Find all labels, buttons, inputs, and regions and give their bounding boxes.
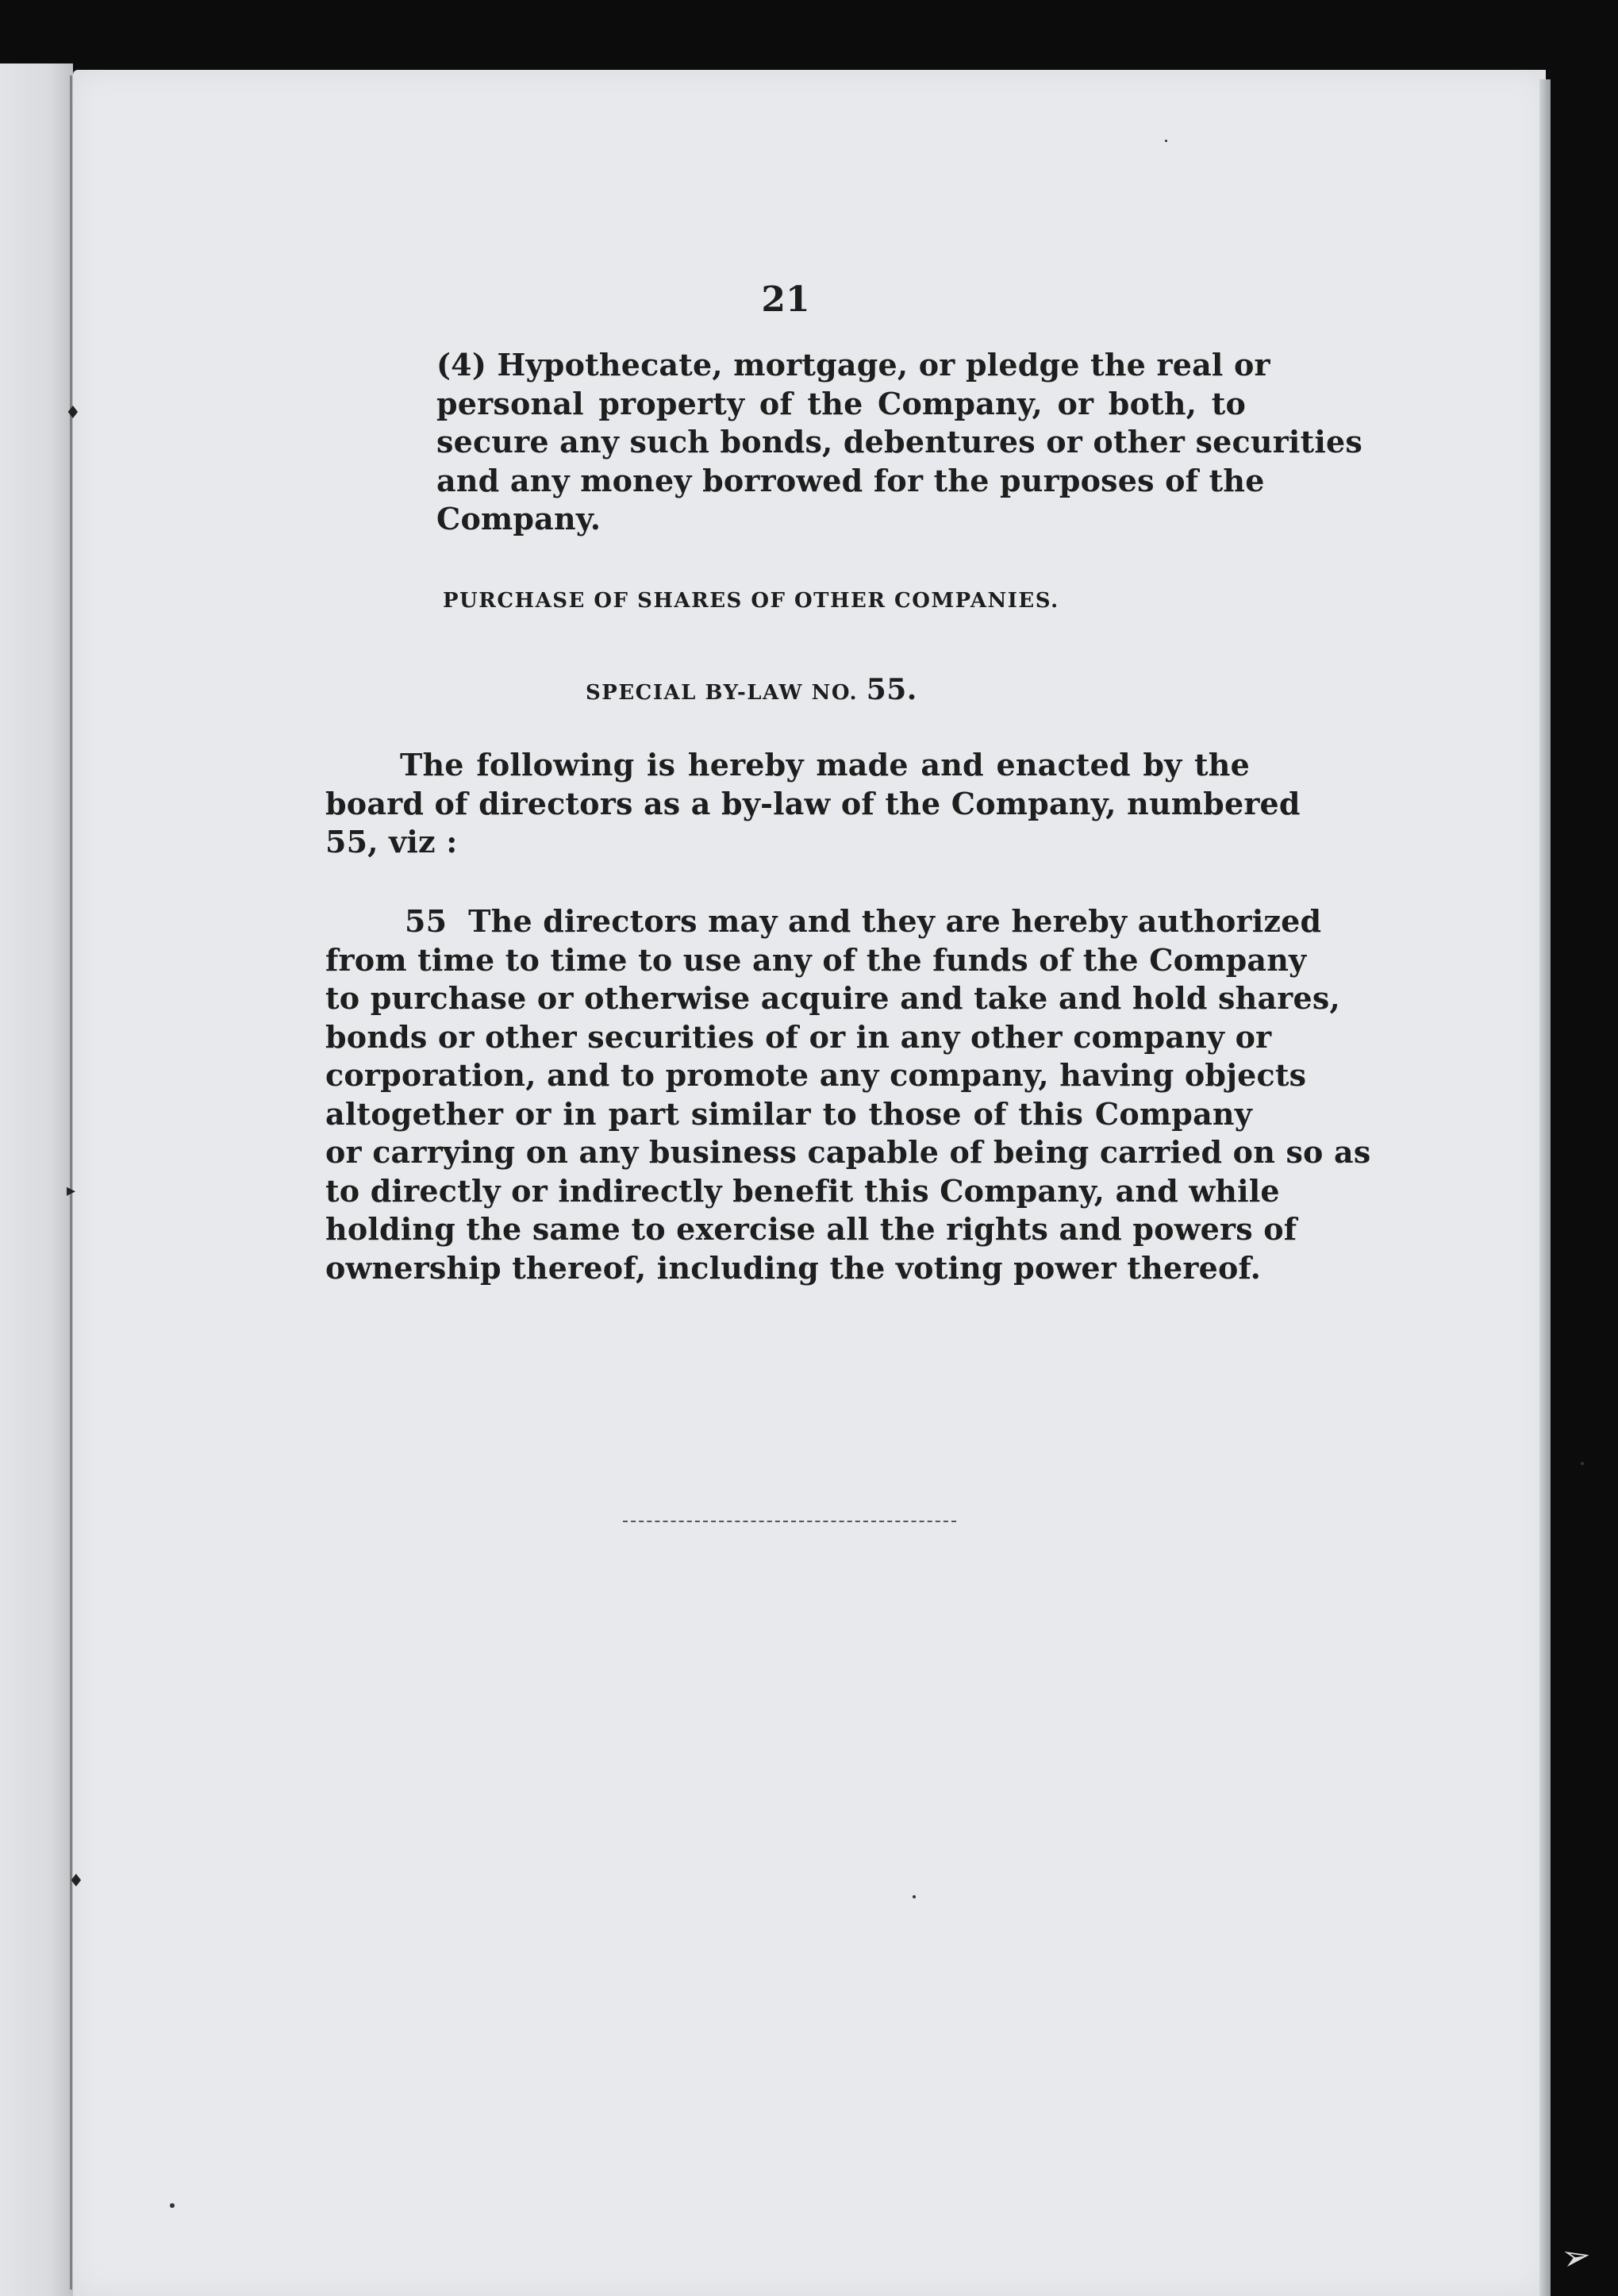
text-line: secure any such bonds, debentures or other securities	[436, 424, 1362, 460]
section-heading: PURCHASE OF SHARES OF OTHER COMPANIES.	[443, 589, 1059, 613]
end-rule-divider	[623, 1521, 956, 1522]
text-line: to purchase or otherwise acquire and take and hold shares,	[325, 980, 1340, 1016]
text-line: or carrying on any business capable of being carried on so as	[325, 1134, 1371, 1170]
text-line: (4) Hypothecate, mortgage, or pledge the real or	[436, 347, 1270, 383]
text-line: corporation, and to promote any company, having objects	[325, 1057, 1307, 1093]
text-line: bonds or other securities of or in any other company or	[325, 1018, 1272, 1055]
text-line	[325, 902, 1322, 941]
speck	[1165, 140, 1167, 142]
binding-stitch-mark: ♦	[68, 1871, 84, 1891]
text-line: to directly or indirectly benefit this Company, and while	[325, 1172, 1280, 1209]
text-line: altogether or in part similar to those of this Company	[325, 1095, 1252, 1132]
bylaw-heading	[586, 673, 917, 706]
enactment-paragraph	[325, 746, 1301, 862]
text-line: The following is hereby made and enacted by the	[400, 747, 1250, 783]
speck	[1581, 1462, 1584, 1465]
stray-ink-blot: ➢	[1558, 2234, 1595, 2279]
bylaw-heading-number: 55.	[866, 673, 917, 706]
bylaw-heading-label: SPECIAL BY-LAW NO.	[586, 681, 859, 705]
text-line: from time to time to use any of the funds of the Company	[325, 941, 1307, 978]
text-line: 55, viz :	[325, 824, 458, 860]
page-number: 21	[761, 279, 810, 320]
text-line: personal property of the Company, or both, to	[436, 385, 1246, 421]
text-line: board of directors as a by-law of the Company, numbered	[325, 785, 1301, 821]
paper-edge	[1539, 79, 1551, 2296]
bylaw-55-first-line: The directors may and they are hereby authorized	[468, 903, 1322, 939]
bylaw-55-paragraph	[325, 902, 1371, 1287]
binding-stitch-mark: ▸	[67, 1181, 76, 1201]
binding-stitch-mark: ♦	[65, 403, 81, 423]
speck	[170, 2203, 175, 2208]
clause-4-paragraph	[436, 346, 1362, 539]
binding-gutter	[0, 63, 76, 2296]
text-line: Company.	[436, 501, 601, 537]
speck	[913, 1895, 916, 1898]
text-line: holding the same to exercise all the rights and powers of	[325, 1211, 1297, 1247]
text-line: and any money borrowed for the purposes of the	[436, 462, 1265, 498]
bylaw-55-number: 55	[405, 903, 448, 939]
text-line: ownership thereof, including the voting power thereof.	[325, 1249, 1262, 1286]
